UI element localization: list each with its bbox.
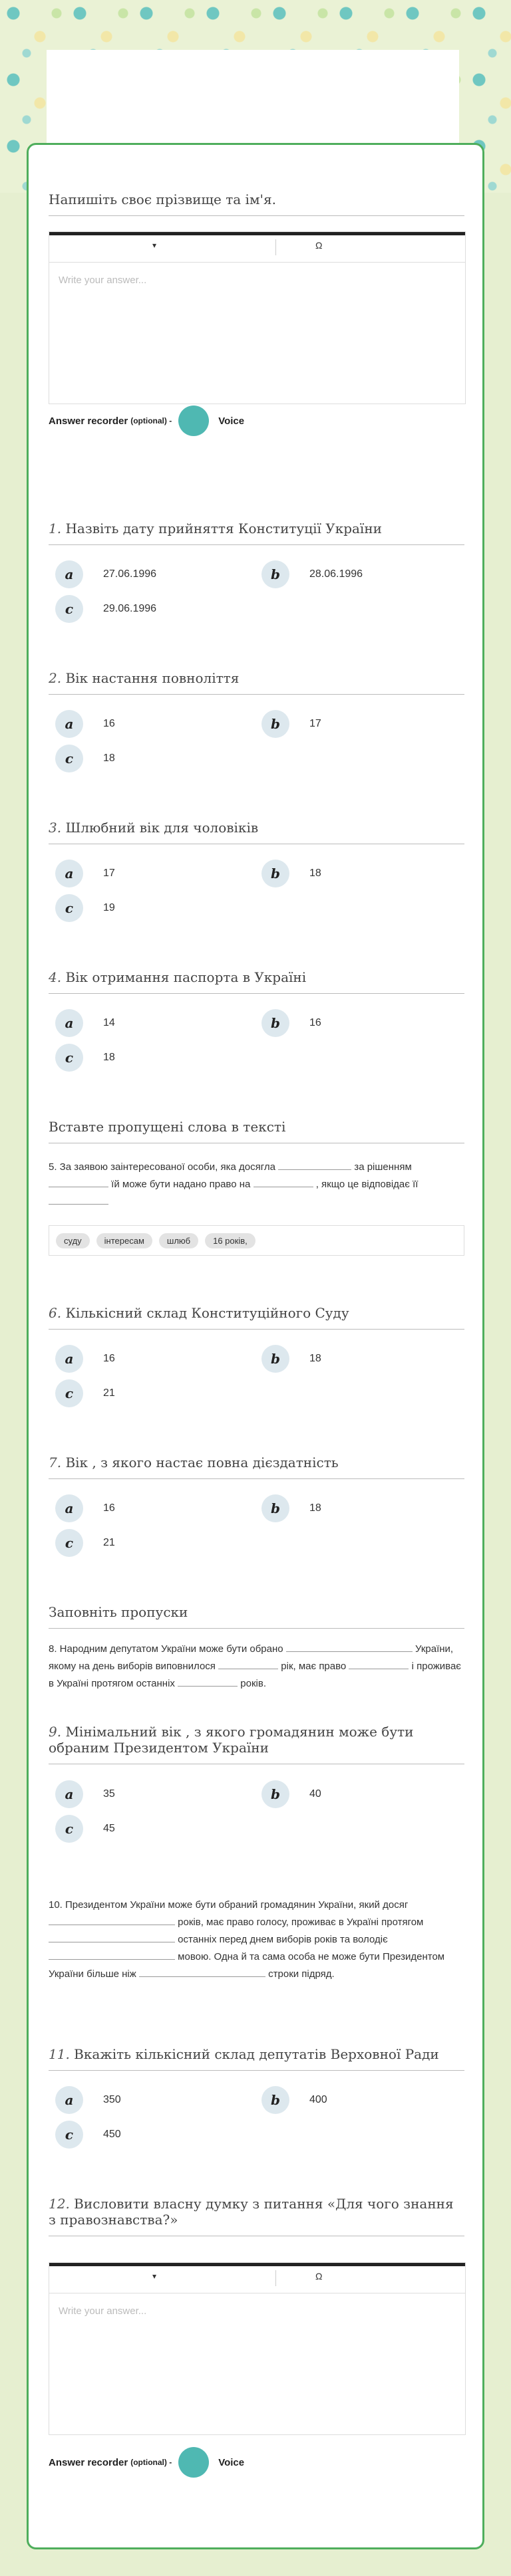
question-title: 7. Вік , з якого настає повна дієздатність — [49, 1455, 464, 1479]
option-a[interactable] — [55, 1345, 115, 1373]
option-badge: a — [55, 1009, 83, 1037]
option-text: 16 — [103, 718, 115, 729]
option-badge: b — [261, 860, 289, 887]
option-badge: a — [55, 860, 83, 887]
option-b[interactable] — [261, 560, 363, 588]
word-chip[interactable]: 16 років, — [205, 1233, 256, 1248]
special-chars-icon[interactable]: Ω — [315, 240, 323, 251]
option-b[interactable] — [261, 1009, 321, 1037]
question-5 — [49, 1119, 464, 1278]
record-button[interactable] — [178, 2447, 209, 2478]
question-title: 6. Кількісний склад Конституційного Суду — [49, 1305, 464, 1330]
option-text: 18 — [309, 1353, 321, 1364]
option-a[interactable] — [55, 1494, 115, 1522]
option-badge: c — [55, 1044, 83, 1072]
question-title: 9. Мінімальний вік , з якого громадянин може бути обраним Президентом України — [49, 1724, 464, 1764]
question-7 — [49, 1455, 464, 1568]
option-b[interactable] — [261, 1345, 321, 1373]
question-title: 12. Висловити власну думку з питання «Для чого знання з правознавства?» — [49, 2196, 464, 2236]
answer-placeholder: Write your answer... — [59, 275, 147, 286]
word-chip[interactable]: шлюб — [159, 1233, 198, 1248]
question-10 — [49, 1897, 464, 2030]
option-badge: b — [261, 1494, 289, 1522]
blank-input[interactable] — [49, 1176, 108, 1187]
option-badge: c — [55, 1815, 83, 1843]
question-1 — [49, 521, 464, 634]
toolbar-divider — [275, 2270, 276, 2286]
special-chars-icon[interactable]: Ω — [315, 2271, 323, 2282]
blank-input[interactable] — [218, 1658, 278, 1669]
blank-input[interactable] — [278, 1159, 351, 1170]
question-8 — [49, 1604, 464, 1704]
option-b[interactable] — [261, 860, 321, 887]
option-badge: c — [55, 894, 83, 922]
answer-placeholder: Write your answer... — [59, 2305, 147, 2317]
voice-label: Voice — [218, 415, 245, 427]
option-c[interactable] — [55, 595, 156, 623]
blank-input[interactable] — [178, 1675, 238, 1687]
question-title: Напишіть своє прізвище та ім'я. — [49, 191, 464, 216]
option-c[interactable] — [55, 894, 115, 922]
option-badge: a — [55, 1345, 83, 1373]
option-b[interactable] — [261, 710, 321, 738]
option-badge: a — [55, 1780, 83, 1808]
blank-input[interactable] — [49, 1914, 175, 1925]
option-text: 18 — [103, 1052, 115, 1063]
toolbar-divider — [275, 239, 276, 255]
option-b[interactable] — [261, 1494, 321, 1522]
option-text: 29.06.1996 — [103, 603, 157, 614]
option-badge: b — [261, 560, 289, 588]
option-badge: c — [55, 1379, 83, 1407]
quiz-card — [27, 143, 484, 2549]
answer-editor[interactable] — [49, 2262, 466, 2435]
question-4 — [49, 969, 464, 1082]
option-c[interactable] — [55, 1044, 115, 1072]
word-chip[interactable]: суду — [56, 1233, 90, 1248]
option-c[interactable] — [55, 1379, 115, 1407]
option-badge: b — [261, 1780, 289, 1808]
blank-input[interactable] — [49, 1948, 175, 1960]
word-bank — [49, 1225, 464, 1256]
option-text: 17 — [103, 868, 115, 879]
question-11 — [49, 2046, 464, 2159]
question-2 — [49, 670, 464, 783]
recorder-label: Answer recorder — [49, 415, 128, 427]
question-title: Вставте пропущені слова в тексті — [49, 1119, 464, 1143]
option-text: 19 — [103, 902, 115, 913]
fill-in-text: 10. Президентом України може бути обраний громадянин України, який досяг років, має право голосу, проживає в Україні протягом останніх перед днем виборів років та володіє мовою. Одна й та сама особа не може бути Президентом України більше ніж строки підряд. — [49, 1899, 445, 1980]
option-text: 16 — [103, 1353, 115, 1364]
question-9 — [49, 1724, 464, 1857]
option-badge: a — [55, 710, 83, 738]
question-title: 4. Вік отримання паспорта в Україні — [49, 969, 464, 994]
option-badge: b — [261, 710, 289, 738]
option-text: 350 — [103, 2094, 121, 2105]
option-badge: c — [55, 2121, 83, 2149]
answer-editor[interactable] — [49, 231, 466, 404]
header-card — [47, 50, 459, 156]
option-badge: a — [55, 1494, 83, 1522]
recorder-optional: (optional) - — [130, 2458, 172, 2467]
answer-textarea[interactable] — [49, 2293, 465, 2434]
question-12 — [49, 2196, 464, 2502]
option-badge: a — [55, 2086, 83, 2114]
option-a[interactable] — [55, 710, 115, 738]
option-badge: b — [261, 1009, 289, 1037]
blank-input[interactable] — [349, 1658, 409, 1669]
option-text: 18 — [309, 1502, 321, 1514]
option-badge: c — [55, 745, 83, 772]
option-badge: c — [55, 1529, 83, 1557]
option-text: 21 — [103, 1387, 115, 1399]
answer-recorder — [49, 406, 244, 436]
question-6 — [49, 1305, 464, 1418]
editor-toolbar — [49, 2263, 465, 2293]
option-c[interactable] — [55, 1815, 115, 1843]
option-text: 18 — [309, 868, 321, 879]
option-text: 16 — [309, 1017, 321, 1028]
editor-toolbar — [49, 232, 465, 263]
option-text: 14 — [103, 1017, 115, 1028]
option-text: 18 — [103, 753, 115, 764]
voice-label: Voice — [218, 2456, 245, 2468]
option-text: 35 — [103, 1788, 115, 1800]
option-c[interactable] — [55, 1529, 115, 1557]
option-c[interactable] — [55, 745, 115, 772]
option-text: 21 — [103, 1537, 115, 1548]
question-title: 2. Вік настання повноліття — [49, 670, 464, 695]
option-b[interactable] — [261, 1780, 321, 1808]
question-title: 1. Назвіть дату прийняття Конституції України — [49, 521, 464, 545]
option-badge: c — [55, 595, 83, 623]
blank-input[interactable] — [254, 1176, 313, 1187]
blank-input[interactable] — [49, 1193, 108, 1205]
option-text: 40 — [309, 1788, 321, 1800]
question-3 — [49, 820, 464, 933]
recorder-label: Answer recorder — [49, 2456, 128, 2468]
question-title: 3. Шлюбний вік для чоловіків — [49, 820, 464, 844]
option-text: 450 — [103, 2129, 121, 2140]
option-badge: a — [55, 560, 83, 588]
answer-textarea[interactable] — [49, 263, 465, 404]
dropdown-icon[interactable]: ▾ — [152, 2272, 157, 2281]
option-text: 45 — [103, 1823, 115, 1834]
question-0 — [49, 191, 464, 427]
option-text: 17 — [309, 718, 321, 729]
answer-recorder — [49, 2447, 244, 2478]
option-a[interactable] — [55, 860, 115, 887]
blank-input[interactable] — [49, 1931, 175, 1942]
blank-input[interactable] — [139, 1966, 265, 1977]
option-b[interactable] — [261, 2086, 327, 2114]
option-text: 400 — [309, 2094, 327, 2105]
record-button[interactable] — [178, 406, 209, 436]
fill-in-text: 8. Народним депутатом України може бути обрано України, якому на день виборів виповнилося рік, має право і проживає в Україні протягом останніх років. — [49, 1641, 464, 1693]
dropdown-icon[interactable]: ▾ — [152, 241, 157, 250]
recorder-optional: (optional) - — [130, 416, 172, 425]
word-chip[interactable]: інтересам — [96, 1233, 152, 1248]
option-badge: b — [261, 2086, 289, 2114]
option-a[interactable] — [55, 1780, 115, 1808]
fill-in-text: 5. За заявою заінтересованої особи, яка досягла за рішенням їй може бути надано право на , якщо це відповідає її — [49, 1159, 464, 1211]
option-text: 16 — [103, 1502, 115, 1514]
option-a[interactable] — [55, 1009, 115, 1037]
blank-input[interactable] — [286, 1641, 413, 1652]
question-title: 11. Вкажіть кількісний склад депутатів Верховної Ради — [49, 2046, 464, 2071]
option-text: 27.06.1996 — [103, 568, 157, 580]
option-a[interactable] — [55, 560, 156, 588]
option-a[interactable] — [55, 2086, 121, 2114]
option-text: 28.06.1996 — [309, 568, 363, 580]
question-title: Заповніть пропуски — [49, 1604, 464, 1629]
option-c[interactable] — [55, 2121, 121, 2149]
option-badge: b — [261, 1345, 289, 1373]
